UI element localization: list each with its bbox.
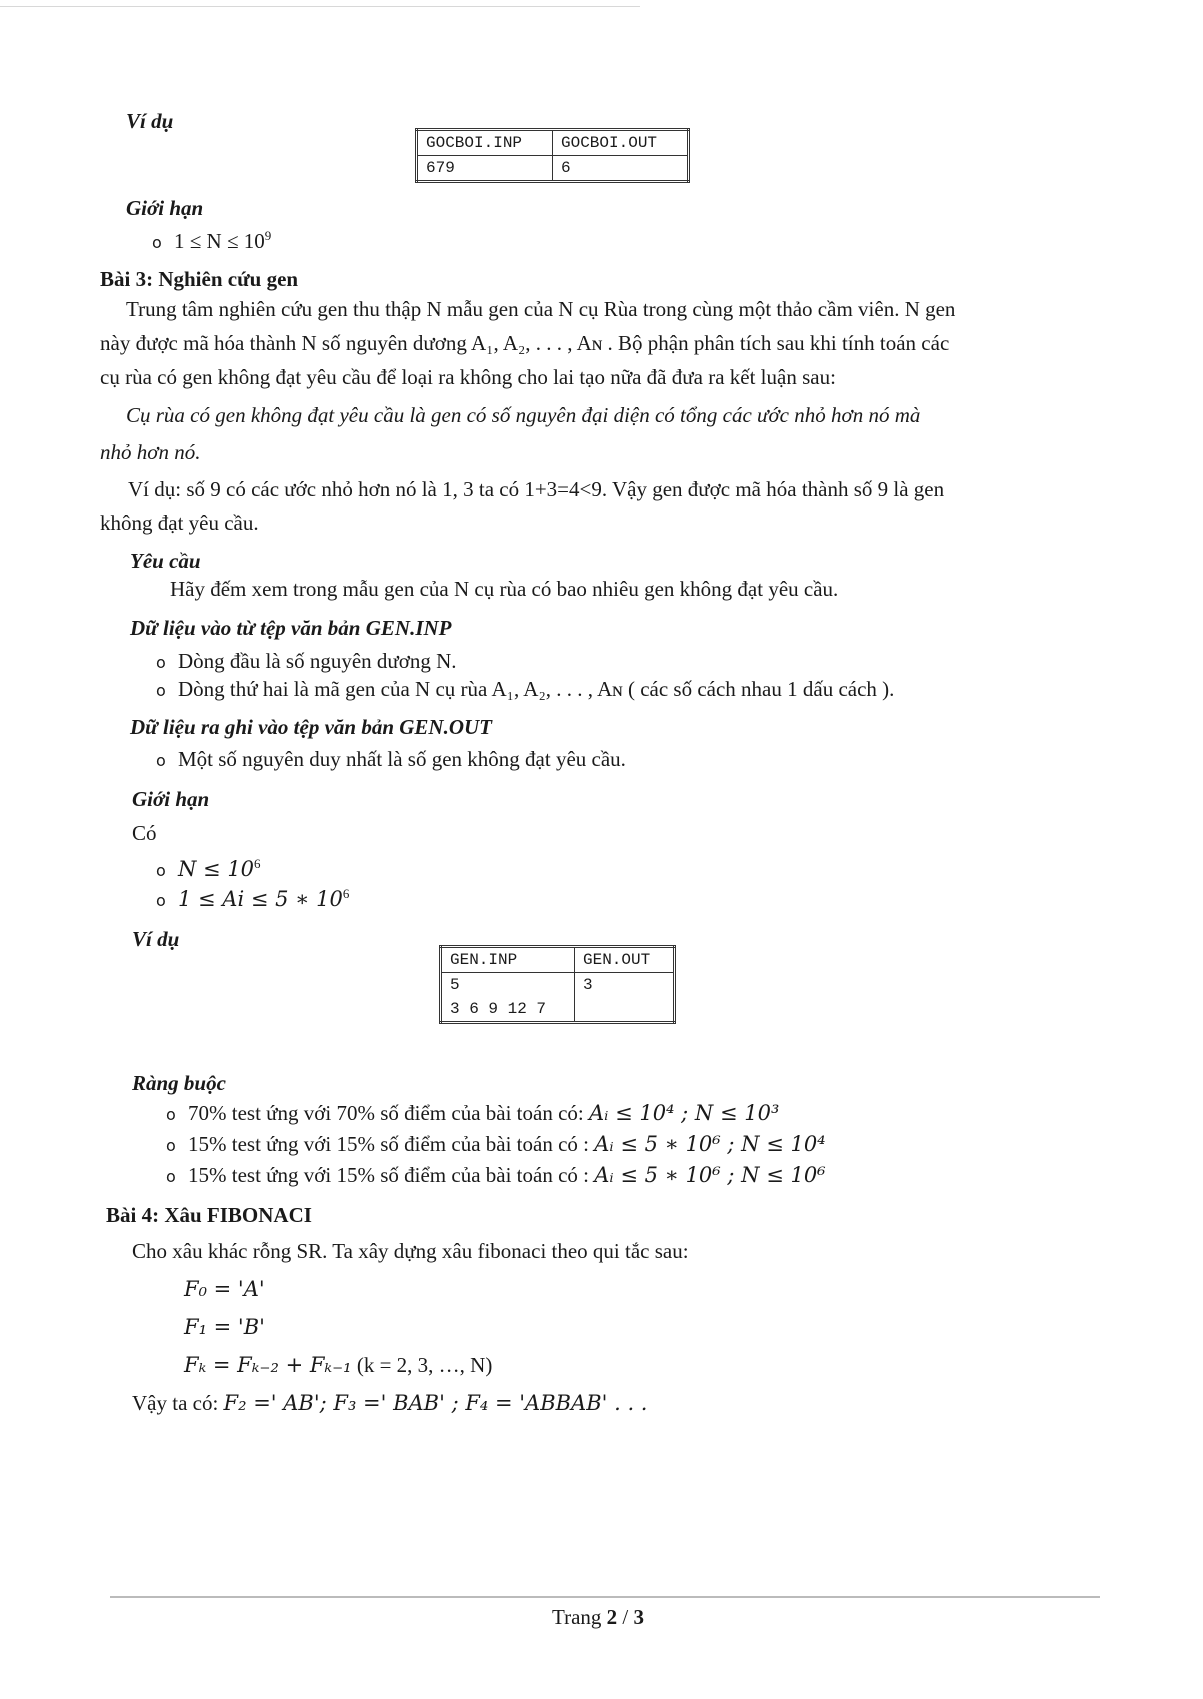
output-heading: Dữ liệu ra ghi vào tệp văn bản GEN.OUT: [130, 715, 493, 739]
gocboi-example-table: [415, 128, 690, 183]
limit-intro: Có: [132, 821, 157, 845]
bai3-title: Bài 3: Nghiên cứu gen: [100, 267, 299, 291]
requirement-heading: Yêu cầu: [130, 549, 201, 573]
table-header: GEN.OUT: [575, 947, 675, 973]
bullet-icon: o: [156, 751, 166, 770]
table-cell: 679: [417, 156, 553, 182]
bullet-icon: o: [156, 861, 166, 880]
list-item: o Dòng đầu là số nguyên dương N.: [156, 649, 457, 673]
page-number: Trang 2 / 3: [552, 1605, 644, 1629]
constraint-item: o 15% test ứng với 15% số điểm của bài toán có : Aᵢ ≤ 5 ∗ 10⁶ ; N ≤ 10⁶: [166, 1163, 826, 1187]
list-item: o Dòng thứ hai là mã gen của N cụ rùa A₁, A₂, . . . , Aɴ ( các số cách nhau 1 dấu cách ).: [156, 677, 895, 701]
list-item: o Một số nguyên duy nhất là số gen không đạt yêu cầu.: [156, 747, 626, 771]
table-cell: 6: [553, 156, 689, 182]
table-header: GOCBOI.OUT: [553, 130, 689, 156]
table-cell: 3: [575, 973, 675, 998]
italic-definition: nhỏ hơn nó.: [100, 440, 201, 464]
list-item: o $N \le 10^6$: [156, 856, 261, 881]
table-header: GOCBOI.INP: [417, 130, 553, 156]
italic-definition: Cụ rùa có gen không đạt yêu cầu là gen có số nguyên đại diện có tổng các ước nhỏ hơn nó mà: [126, 403, 921, 427]
constraint-item: o 15% test ứng với 15% số điểm của bài toán có : Aᵢ ≤ 5 ∗ 10⁶ ; N ≤ 10⁴: [166, 1132, 826, 1156]
constraints-heading: Ràng buộc: [132, 1071, 226, 1095]
table-cell: 5: [441, 973, 575, 998]
bullet-icon: o: [166, 1136, 176, 1155]
formula-f0: F₀ = 'A': [184, 1277, 265, 1301]
formula-result: Vậy ta có: F₂ =' AB'; F₃ =' BAB' ; F₄ = 'ABBAB' . . .: [132, 1391, 648, 1415]
top-scan-line: [0, 6, 640, 7]
limit-heading: Giới hạn: [126, 196, 204, 220]
table-cell: [575, 997, 675, 1023]
bullet-icon: o: [156, 653, 166, 672]
bullet-icon: o: [166, 1167, 176, 1186]
paragraph-line: này được mã hóa thành N số nguyên dương A₁, A₂, . . . , Aɴ . Bộ phận phân tích sau khi tính toán các: [100, 331, 950, 355]
requirement-text: Hãy đếm xem trong mẫu gen của N cụ rùa có bao nhiêu gen không đạt yêu cầu.: [170, 577, 839, 601]
bai4-title: Bài 4: Xâu FIBONACI: [106, 1203, 312, 1227]
list-item: o 1 ≤ Ai ≤ 5 ∗ $10^6$: [156, 886, 350, 911]
bullet-icon: o: [156, 681, 166, 700]
paragraph-line: Cho xâu khác rỗng SR. Ta xây dựng xâu fibonaci theo qui tắc sau:: [132, 1239, 689, 1263]
table-header: GEN.INP: [441, 947, 575, 973]
formula-f1: F₁ = 'B': [184, 1315, 265, 1339]
bullet-icon: o: [156, 891, 166, 910]
paragraph-line: Trung tâm nghiên cứu gen thu thập N mẫu gen của N cụ Rùa trong cùng một thảo cầm viên. N gen: [126, 297, 956, 321]
bullet-icon: o: [152, 233, 162, 252]
footer-divider: [110, 1596, 1100, 1598]
example-heading: Ví dụ: [126, 109, 174, 133]
constraint-item: o 70% test ứng với 70% số điểm của bài toán có: Aᵢ ≤ 10⁴ ; N ≤ 10³: [166, 1101, 780, 1125]
paragraph-line: Ví dụ: số 9 có các ước nhỏ hơn nó là 1, 3 ta có 1+3=4<9. Vậy gen được mã hóa thành số 9 là gen: [128, 477, 945, 501]
bullet-icon: o: [166, 1105, 176, 1124]
limit-heading: Giới hạn: [132, 787, 210, 811]
example-heading: Ví dụ: [132, 927, 180, 951]
gen-example-table: [439, 945, 676, 1024]
paragraph-line: cụ rùa có gen không đạt yêu cầu để loại ra không cho lai tạo nữa đã đưa ra kết luận sau:: [100, 365, 836, 389]
limit-item: o $1 \le N \le 10^9$: [152, 228, 272, 253]
formula-fk: Fₖ = Fₖ₋₂ + Fₖ₋₁ (k = 2, 3, …, N): [184, 1353, 493, 1377]
input-heading: Dữ liệu vào từ tệp văn bản GEN.INP: [130, 616, 452, 640]
paragraph-line: không đạt yêu cầu.: [100, 511, 259, 535]
table-cell: 3 6 9 12 7: [441, 997, 575, 1023]
